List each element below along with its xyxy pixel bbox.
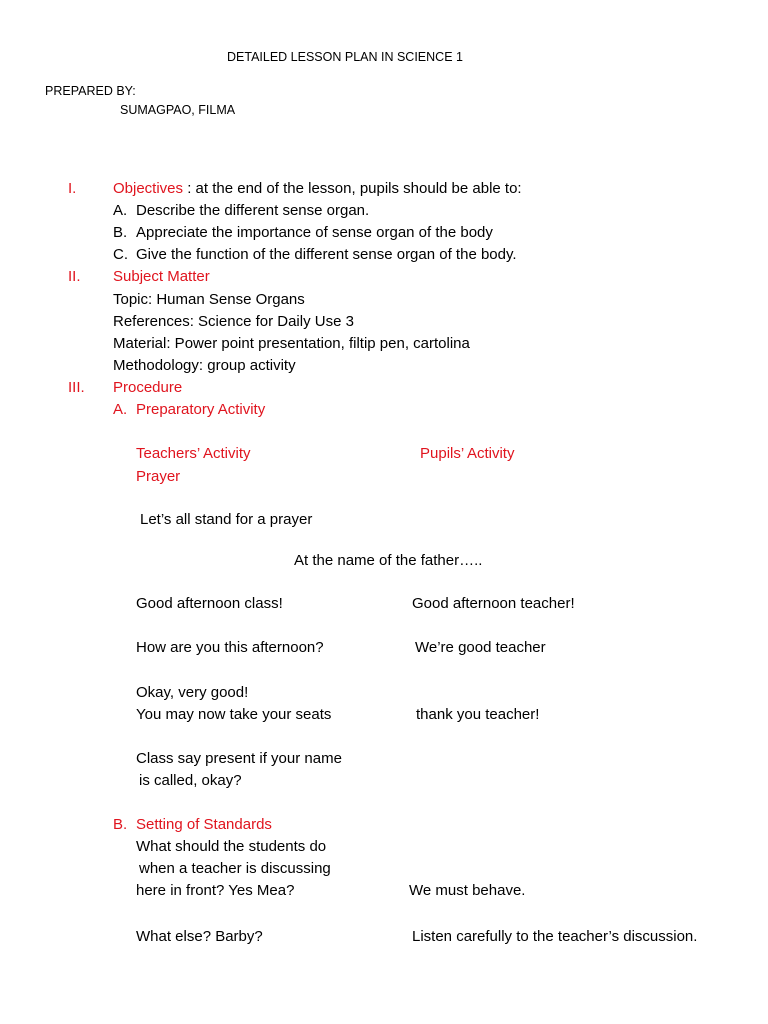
lets-stand-line: Let’s all stand for a prayer xyxy=(140,511,313,528)
section1-heading xyxy=(113,181,522,196)
standards-pupil-line: We must behave. xyxy=(409,882,526,899)
objective-c-text: Give the function of the different sense organ of the body. xyxy=(136,246,517,263)
teacher-line: You may now take your seats xyxy=(136,706,332,723)
teacher-line: Class say present if your name xyxy=(136,750,342,767)
preparatory-title: Preparatory Activity xyxy=(136,401,266,418)
objective-c-letter: C. xyxy=(113,246,128,263)
prepared-by-name: SUMAGPAO, FILMA xyxy=(120,103,236,117)
objective-a-text: Describe the different sense organ. xyxy=(136,202,370,219)
pupil-line: Good afternoon teacher! xyxy=(412,595,575,612)
document-title: DETAILED LESSON PLAN IN SCIENCE 1 xyxy=(227,50,463,64)
section1-numeral: I. xyxy=(68,180,77,197)
name-of-father-line: At the name of the father….. xyxy=(294,552,483,569)
prepared-by-label: PREPARED BY: xyxy=(45,84,136,98)
section1-intro: : at the end of the lesson, pupils should be able to: xyxy=(183,180,522,197)
objective-b-text: Appreciate the importance of sense organ of the body xyxy=(136,224,493,241)
subject-methodology: Methodology: group activity xyxy=(113,357,296,374)
pupils-activity-header: Pupils’ Activity xyxy=(420,445,515,462)
teacher-line: is called, okay? xyxy=(139,772,242,789)
section3-numeral: III. xyxy=(68,379,85,396)
section3-title: Procedure xyxy=(113,379,183,396)
teacher-line: Okay, very good! xyxy=(136,684,249,701)
pupil-line: We’re good teacher xyxy=(415,639,546,656)
preparatory-letter: A. xyxy=(113,401,128,418)
subject-material: Material: Power point presentation, filtip pen, cartolina xyxy=(113,335,470,352)
standards-teacher-line: when a teacher is discussing xyxy=(139,860,331,877)
teachers-activity-header: Teachers’ Activity xyxy=(136,445,251,462)
section1-title: Objectives xyxy=(113,180,184,197)
subject-references: References: Science for Daily Use 3 xyxy=(113,313,354,330)
standards-teacher-line: here in front? Yes Mea? xyxy=(136,882,295,899)
standards-letter: B. xyxy=(113,816,128,833)
standards-pupil-line: Listen carefully to the teacher’s discussion. xyxy=(412,928,698,945)
section2-title: Subject Matter xyxy=(113,268,210,285)
prayer-label: Prayer xyxy=(136,468,181,485)
standards-title: Setting of Standards xyxy=(136,816,272,833)
standards-teacher-line: What should the students do xyxy=(136,838,327,855)
subject-topic: Topic: Human Sense Organs xyxy=(113,291,305,308)
teacher-line: How are you this afternoon? xyxy=(136,639,324,656)
objective-a-letter: A. xyxy=(113,202,128,219)
standards-teacher-line: What else? Barby? xyxy=(136,928,263,945)
section2-numeral: II. xyxy=(68,268,81,285)
pupil-line: thank you teacher! xyxy=(416,706,540,723)
teacher-line: Good afternoon class! xyxy=(136,595,283,612)
objective-b-letter: B. xyxy=(113,224,128,241)
